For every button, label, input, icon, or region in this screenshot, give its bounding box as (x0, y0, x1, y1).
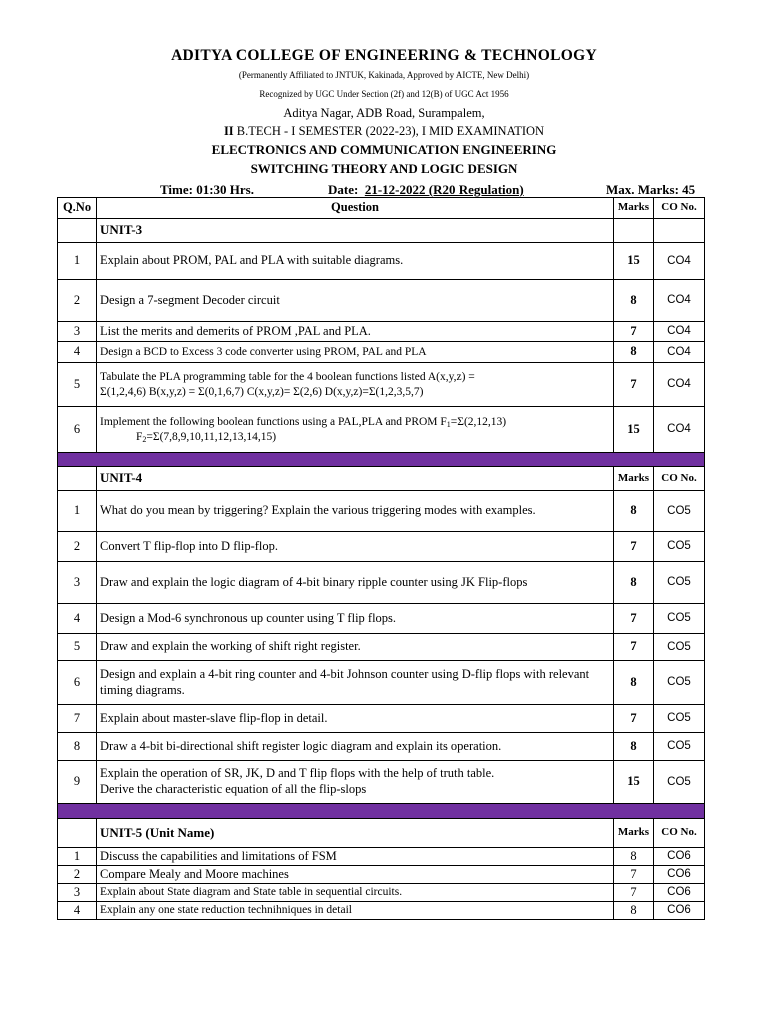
question-text: Design and explain a 4-bit ring counter and 4-bit Johnson counter using D-flip flops with relevant timing diagrams. (97, 661, 614, 705)
unit5-title-row (58, 819, 705, 848)
table-row (58, 866, 705, 884)
question-marks: 8 (614, 733, 654, 761)
question-text: Convert T flip-flop into D flip-flop. (97, 532, 614, 562)
subject-title: SWITCHING THEORY AND LOGIC DESIGN (250, 161, 518, 176)
table-row (58, 661, 705, 705)
function-f2: =Σ(7,8,9,10,11,12,13,14,15) (146, 430, 277, 443)
question-marks: 7 (614, 363, 654, 407)
question-co: CO6 (654, 848, 705, 866)
question-text-line2: Derive the characteristic equation of all the flip-slops (100, 782, 367, 796)
question-co: CO4 (654, 322, 705, 342)
section-divider (58, 804, 705, 819)
question-number: 2 (58, 280, 97, 322)
question-text-line1: Implement the following boolean functions using a PAL,PLA and PROM F (100, 415, 447, 428)
question-table (57, 197, 705, 920)
question-co: CO6 (654, 902, 705, 920)
question-text: List the merits and demerits of PROM ,PAL and PLA. (97, 322, 614, 342)
question-text: Explain any one state reduction technihniques in detail (97, 902, 614, 920)
exam-date (328, 182, 530, 198)
question-number: 3 (58, 562, 97, 604)
question-co: CO6 (654, 884, 705, 902)
question-number: 1 (58, 243, 97, 280)
question-text: What do you mean by triggering? Explain the various triggering modes with examples. (97, 491, 614, 532)
question-number: 7 (58, 705, 97, 733)
table-row (58, 491, 705, 532)
question-number: 2 (58, 532, 97, 562)
question-marks: 15 (614, 407, 654, 453)
question-number: 1 (58, 491, 97, 532)
question-number: 6 (58, 407, 97, 453)
question-co: CO5 (654, 604, 705, 634)
table-row (58, 363, 705, 407)
unit4-title: UNIT-4 (97, 467, 614, 491)
table-row (58, 532, 705, 562)
table-row (58, 848, 705, 866)
unit4-co-header: CO No. (654, 467, 705, 491)
unit5-title: UNIT-5 (Unit Name) (97, 819, 614, 848)
exam-details: B.TECH - I SEMESTER (2022-23), I MID EXAMINATION (233, 124, 545, 138)
question-marks: 7 (614, 634, 654, 661)
table-row (58, 342, 705, 363)
date-value: 21-12-2022 (R20 Regulation) (364, 182, 524, 197)
question-text: Design a Mod-6 synchronous up counter using T flip flops. (97, 604, 614, 634)
table-row (58, 604, 705, 634)
question-text (97, 407, 614, 453)
affiliation-line: (Permanently Affiliated to JNTUK, Kakinada, Approved by AICTE, New Delhi) (238, 70, 530, 80)
question-co: CO5 (654, 562, 705, 604)
table-row (58, 733, 705, 761)
question-marks: 7 (614, 322, 654, 342)
exam-time: Time: 01:30 Hrs. (160, 182, 254, 197)
question-marks: 8 (614, 491, 654, 532)
question-number: 8 (58, 733, 97, 761)
question-number: 2 (58, 866, 97, 884)
question-number: 5 (58, 363, 97, 407)
question-co: CO5 (654, 733, 705, 761)
header-question: Question (97, 198, 614, 219)
question-marks: 8 (614, 342, 654, 363)
question-marks: 8 (614, 902, 654, 920)
subscript: 1 (446, 419, 451, 429)
question-marks: 8 (614, 848, 654, 866)
question-co: CO4 (654, 407, 705, 453)
table-row (58, 705, 705, 733)
header-marks: Marks (614, 198, 654, 219)
recognition-line: Recognized by UGC Under Section (2f) and 12(B) of UGC Act 1956 (259, 89, 509, 99)
question-number: 1 (58, 848, 97, 866)
unit4-title-row (58, 467, 705, 491)
question-text: Design a 7-segment Decoder circuit (97, 280, 614, 322)
question-marks: 8 (614, 562, 654, 604)
question-co: CO4 (654, 243, 705, 280)
table-row (58, 243, 705, 280)
max-marks: Max. Marks: 45 (606, 182, 696, 197)
question-text-line1: Explain the operation of SR, JK, D and T flip flops with the help of truth table. (100, 766, 495, 781)
question-text: Explain about State diagram and State table in sequential circuits. (97, 884, 614, 902)
table-row (58, 884, 705, 902)
unit3-title-row (58, 219, 705, 243)
question-number: 3 (58, 322, 97, 342)
address-line: Aditya Nagar, ADB Road, Surampalem, (283, 106, 485, 120)
department-title: ELECTRONICS AND COMMUNICATION ENGINEERING (211, 142, 557, 157)
question-marks: 15 (614, 761, 654, 804)
exam-year-prefix: II (223, 124, 234, 138)
question-number: 6 (58, 661, 97, 705)
question-co: CO6 (654, 866, 705, 884)
question-number: 3 (58, 884, 97, 902)
question-text (97, 761, 614, 804)
question-co: CO5 (654, 705, 705, 733)
question-text-line1: Tabulate the PLA programming table for the 4 boolean functions listed A(x,y,z) = (100, 371, 475, 384)
question-number: 4 (58, 342, 97, 363)
unit5-marks-header: Marks (614, 819, 654, 848)
question-text: Discuss the capabilities and limitations of FSM (97, 848, 614, 866)
question-text: Draw and explain the working of shift right register. (97, 634, 614, 661)
question-text: Design a BCD to Excess 3 code converter using PROM, PAL and PLA (97, 342, 614, 363)
date-label: Date: (328, 182, 359, 197)
empty-cell (614, 219, 654, 243)
question-text (97, 363, 614, 407)
question-number: 5 (58, 634, 97, 661)
question-number: 4 (58, 902, 97, 920)
question-co: CO5 (654, 761, 705, 804)
question-text-line2: Σ(1,2,4,6) B(x,y,z) = Σ(0,1,6,7) C(x,y,z)= Σ(2,6) D(x,y,z)=Σ(1,2,3,5,7) (100, 385, 424, 398)
question-marks: 7 (614, 604, 654, 634)
question-co: CO5 (654, 634, 705, 661)
question-co: CO4 (654, 280, 705, 322)
table-row (58, 322, 705, 342)
question-number: 4 (58, 604, 97, 634)
section-divider (58, 453, 705, 467)
question-co: CO4 (654, 363, 705, 407)
function-f1: =Σ(2,12,13) (450, 415, 507, 428)
table-row (58, 634, 705, 661)
table-row (58, 280, 705, 322)
subscript: 2 (142, 434, 147, 444)
table-row (58, 902, 705, 920)
table-header-row (58, 198, 705, 219)
empty-cell (58, 819, 97, 848)
question-marks: 8 (614, 661, 654, 705)
question-number: 9 (58, 761, 97, 804)
question-co: CO5 (654, 532, 705, 562)
table-row (58, 761, 705, 804)
function-f2-name: F (136, 430, 143, 443)
divider-cell (58, 804, 705, 819)
question-text: Draw and explain the logic diagram of 4-bit binary ripple counter using JK Flip-flops (97, 562, 614, 604)
question-marks: 7 (614, 884, 654, 902)
question-co: CO5 (654, 491, 705, 532)
college-name: ADITYA COLLEGE OF ENGINEERING & TECHNOLOGY (171, 47, 597, 64)
question-marks: 15 (614, 243, 654, 280)
question-marks: 8 (614, 280, 654, 322)
question-co: CO5 (654, 661, 705, 705)
unit5-co-header: CO No. (654, 819, 705, 848)
question-text: Compare Mealy and Moore machines (97, 866, 614, 884)
divider-cell (58, 453, 705, 467)
unit3-title: UNIT-3 (97, 219, 614, 243)
question-marks: 7 (614, 532, 654, 562)
question-marks: 7 (614, 705, 654, 733)
question-text: Draw a 4-bit bi-directional shift register logic diagram and explain its operation. (97, 733, 614, 761)
question-text: Explain about master-slave flip-flop in detail. (97, 705, 614, 733)
exam-line (0, 124, 768, 139)
table-row (58, 562, 705, 604)
question-co: CO4 (654, 342, 705, 363)
empty-cell (654, 219, 705, 243)
unit4-marks-header: Marks (614, 467, 654, 491)
question-marks: 7 (614, 866, 654, 884)
header-co: CO No. (654, 198, 705, 219)
question-text: Explain about PROM, PAL and PLA with suitable diagrams. (97, 243, 614, 280)
table-row (58, 407, 705, 453)
empty-cell (58, 467, 97, 491)
header-qno: Q.No (58, 198, 97, 219)
empty-cell (58, 219, 97, 243)
